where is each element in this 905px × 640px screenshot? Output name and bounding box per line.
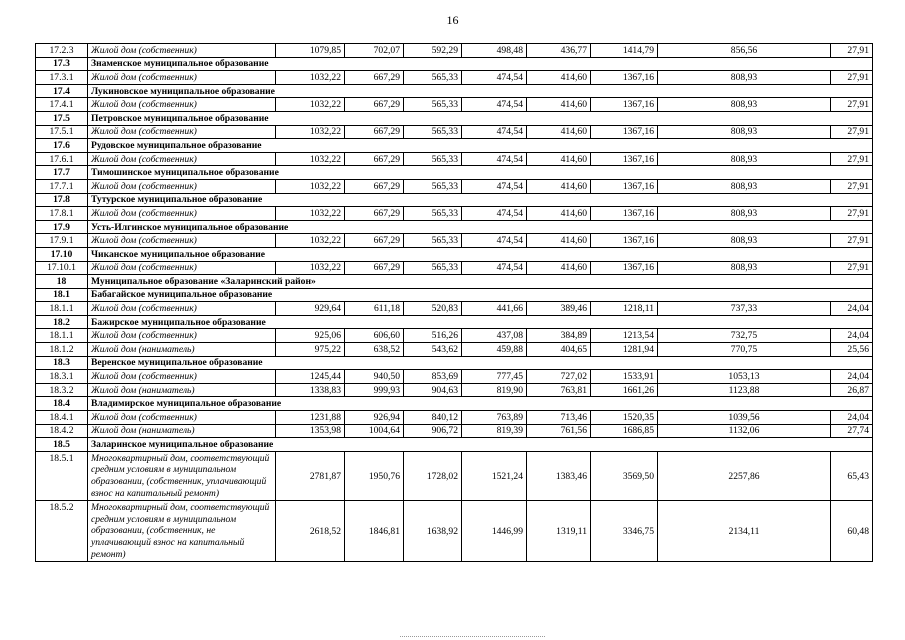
footer-line	[400, 636, 545, 638]
row-number: 17.7.1	[36, 179, 88, 193]
value-cell: 565,33	[404, 125, 462, 139]
row-number: 18.5.1	[36, 451, 88, 500]
section-number: 18.5	[36, 438, 88, 452]
section-row	[36, 193, 873, 207]
value-cell: 808,93	[658, 207, 831, 221]
value-cell: 474,54	[462, 179, 527, 193]
value-cell: 27,91	[831, 152, 873, 166]
table-row	[36, 424, 873, 438]
section-number: 17.4	[36, 84, 88, 98]
row-number: 17.8.1	[36, 207, 88, 221]
value-cell: 1245,44	[276, 370, 345, 384]
value-cell: 3346,75	[591, 501, 658, 562]
value-cell: 437,08	[462, 329, 527, 343]
value-cell: 543,62	[404, 343, 462, 357]
value-cell: 27,74	[831, 424, 873, 438]
value-cell: 904,63	[404, 383, 462, 397]
section-row	[36, 139, 873, 153]
value-cell: 474,54	[462, 71, 527, 85]
value-cell: 667,29	[345, 261, 404, 275]
value-cell: 26,87	[831, 383, 873, 397]
value-cell: 1521,24	[462, 451, 527, 500]
value-cell: 565,33	[404, 261, 462, 275]
section-number: 18.4	[36, 397, 88, 411]
page-number: 16	[446, 13, 459, 27]
section-row	[36, 438, 873, 452]
row-number: 18.3.1	[36, 370, 88, 384]
section-number: 17.9	[36, 220, 88, 234]
value-cell: 27,91	[831, 125, 873, 139]
housing-type: Многоквартирный дом, соответствующий средним условиям в муниципальном образовании, (собственник, уплачивающий взнос на капитальный ремонт)	[88, 451, 276, 500]
table-row	[36, 125, 873, 139]
section-row	[36, 84, 873, 98]
section-number: 17.6	[36, 139, 88, 153]
value-cell: 732,75	[658, 329, 831, 343]
value-cell: 1039,56	[658, 411, 831, 425]
housing-type: Жилой дом (наниматель)	[88, 343, 276, 357]
row-number: 18.1.1	[36, 302, 88, 316]
section-number: 17.7	[36, 166, 88, 180]
housing-type: Жилой дом (собственник)	[88, 207, 276, 221]
value-cell: 414,60	[527, 98, 591, 112]
value-cell: 1319,11	[527, 501, 591, 562]
section-row	[36, 315, 873, 329]
section-title: Петровское муниципальное образование	[88, 111, 873, 125]
value-cell: 474,54	[462, 207, 527, 221]
value-cell: 667,29	[345, 207, 404, 221]
value-cell: 1123,88	[658, 383, 831, 397]
tariff-table	[35, 43, 873, 562]
section-title: Заларинское муниципальное образование	[88, 438, 873, 452]
table-row	[36, 501, 873, 562]
value-cell: 2618,52	[276, 501, 345, 562]
section-title: Рудовское муниципальное образование	[88, 139, 873, 153]
housing-type: Многоквартирный дом, соответствующий средним условиям в муниципальном образовании, (собственник, не уплачивающий взнос на капитальный ремонт)	[88, 501, 276, 562]
section-number: 18.1	[36, 288, 88, 302]
housing-type: Жилой дом (наниматель)	[88, 424, 276, 438]
housing-type: Жилой дом (собственник)	[88, 179, 276, 193]
row-number: 17.9.1	[36, 234, 88, 248]
value-cell: 808,93	[658, 125, 831, 139]
value-cell: 414,60	[527, 179, 591, 193]
value-cell: 27,91	[831, 234, 873, 248]
row-number: 17.5.1	[36, 125, 88, 139]
section-number: 17.10	[36, 247, 88, 261]
value-cell: 667,29	[345, 71, 404, 85]
value-cell: 1032,22	[276, 179, 345, 193]
value-cell: 1053,13	[658, 370, 831, 384]
section-title: Тимошинское муниципальное образование	[88, 166, 873, 180]
value-cell: 1032,22	[276, 125, 345, 139]
value-cell: 1846,81	[345, 501, 404, 562]
value-cell: 638,52	[345, 343, 404, 357]
value-cell: 1414,79	[591, 44, 658, 58]
value-cell: 27,91	[831, 207, 873, 221]
value-cell: 667,29	[345, 179, 404, 193]
table-row	[36, 71, 873, 85]
section-row	[36, 57, 873, 71]
value-cell: 1353,98	[276, 424, 345, 438]
value-cell: 441,66	[462, 302, 527, 316]
section-title: Тутурское муниципальное образование	[88, 193, 873, 207]
value-cell: 474,54	[462, 152, 527, 166]
value-cell: 929,64	[276, 302, 345, 316]
value-cell: 414,60	[527, 71, 591, 85]
value-cell: 940,50	[345, 370, 404, 384]
value-cell: 1367,16	[591, 125, 658, 139]
housing-type: Жилой дом (собственник)	[88, 44, 276, 58]
value-cell: 27,91	[831, 44, 873, 58]
value-cell: 1383,46	[527, 451, 591, 500]
value-cell: 414,60	[527, 152, 591, 166]
section-row	[36, 220, 873, 234]
value-cell: 414,60	[527, 234, 591, 248]
value-cell: 592,29	[404, 44, 462, 58]
value-cell: 384,89	[527, 329, 591, 343]
value-cell: 414,60	[527, 207, 591, 221]
value-cell: 27,91	[831, 71, 873, 85]
housing-type: Жилой дом (собственник)	[88, 302, 276, 316]
section-title: Владимирское муниципальное образование	[88, 397, 873, 411]
value-cell: 1132,06	[658, 424, 831, 438]
value-cell: 25,56	[831, 343, 873, 357]
housing-type: Жилой дом (собственник)	[88, 125, 276, 139]
value-cell: 474,54	[462, 98, 527, 112]
value-cell: 777,45	[462, 370, 527, 384]
value-cell: 1032,22	[276, 234, 345, 248]
section-number: 17.3	[36, 57, 88, 71]
value-cell: 565,33	[404, 234, 462, 248]
table-row	[36, 370, 873, 384]
row-number: 17.4.1	[36, 98, 88, 112]
section-title: Муниципальное образование «Заларинский район»	[88, 275, 873, 289]
row-number: 18.4.1	[36, 411, 88, 425]
value-cell: 1231,88	[276, 411, 345, 425]
section-row	[36, 288, 873, 302]
row-number: 18.1.2	[36, 343, 88, 357]
housing-type: Жилой дом (собственник)	[88, 411, 276, 425]
table-row	[36, 383, 873, 397]
value-cell: 906,72	[404, 424, 462, 438]
value-cell: 565,33	[404, 98, 462, 112]
value-cell: 60,48	[831, 501, 873, 562]
value-cell: 1281,94	[591, 343, 658, 357]
value-cell: 24,04	[831, 329, 873, 343]
value-cell: 1446,99	[462, 501, 527, 562]
section-row	[36, 111, 873, 125]
value-cell: 1367,16	[591, 261, 658, 275]
row-number: 18.1.1	[36, 329, 88, 343]
value-cell: 24,04	[831, 302, 873, 316]
value-cell: 667,29	[345, 98, 404, 112]
value-cell: 1533,91	[591, 370, 658, 384]
value-cell: 1520,35	[591, 411, 658, 425]
section-number: 17.5	[36, 111, 88, 125]
row-number: 17.2.3	[36, 44, 88, 58]
value-cell: 1032,22	[276, 261, 345, 275]
value-cell: 3569,50	[591, 451, 658, 500]
value-cell: 808,93	[658, 71, 831, 85]
value-cell: 737,33	[658, 302, 831, 316]
value-cell: 808,93	[658, 179, 831, 193]
value-cell: 606,60	[345, 329, 404, 343]
table-row	[36, 44, 873, 58]
row-number: 17.10.1	[36, 261, 88, 275]
value-cell: 27,91	[831, 261, 873, 275]
row-number: 18.3.2	[36, 383, 88, 397]
value-cell: 565,33	[404, 152, 462, 166]
value-cell: 1728,02	[404, 451, 462, 500]
table-row	[36, 207, 873, 221]
value-cell: 65,43	[831, 451, 873, 500]
value-cell: 1367,16	[591, 71, 658, 85]
value-cell: 763,89	[462, 411, 527, 425]
table-row	[36, 98, 873, 112]
value-cell: 474,54	[462, 261, 527, 275]
row-number: 17.3.1	[36, 71, 88, 85]
value-cell: 925,06	[276, 329, 345, 343]
value-cell: 1661,26	[591, 383, 658, 397]
value-cell: 1367,16	[591, 234, 658, 248]
value-cell: 1032,22	[276, 71, 345, 85]
value-cell: 498,48	[462, 44, 527, 58]
value-cell: 1338,83	[276, 383, 345, 397]
value-cell: 999,93	[345, 383, 404, 397]
section-number: 18	[36, 275, 88, 289]
value-cell: 1032,22	[276, 98, 345, 112]
section-title: Усть-Илгинское муниципальное образование	[88, 220, 873, 234]
table-row	[36, 451, 873, 500]
housing-type: Жилой дом (собственник)	[88, 71, 276, 85]
housing-type: Жилой дом (собственник)	[88, 329, 276, 343]
value-cell: 727,02	[527, 370, 591, 384]
value-cell: 611,18	[345, 302, 404, 316]
value-cell: 24,04	[831, 411, 873, 425]
value-cell: 414,60	[527, 261, 591, 275]
value-cell: 2781,87	[276, 451, 345, 500]
housing-type: Жилой дом (собственник)	[88, 98, 276, 112]
value-cell: 1686,85	[591, 424, 658, 438]
value-cell: 853,69	[404, 370, 462, 384]
value-cell: 565,33	[404, 207, 462, 221]
value-cell: 713,46	[527, 411, 591, 425]
value-cell: 702,07	[345, 44, 404, 58]
value-cell: 1213,54	[591, 329, 658, 343]
value-cell: 761,56	[527, 424, 591, 438]
section-row	[36, 166, 873, 180]
section-number: 18.2	[36, 315, 88, 329]
table-row	[36, 302, 873, 316]
value-cell: 565,33	[404, 71, 462, 85]
section-row	[36, 247, 873, 261]
value-cell: 2257,86	[658, 451, 831, 500]
section-number: 18.3	[36, 356, 88, 370]
section-row	[36, 275, 873, 289]
value-cell: 808,93	[658, 152, 831, 166]
section-title: Лукиновское муниципальное образование	[88, 84, 873, 98]
value-cell: 1004,64	[345, 424, 404, 438]
housing-type: Жилой дом (наниматель)	[88, 383, 276, 397]
housing-type: Жилой дом (собственник)	[88, 152, 276, 166]
value-cell: 565,33	[404, 179, 462, 193]
section-title: Чиканское муниципальное образование	[88, 247, 873, 261]
value-cell: 1638,92	[404, 501, 462, 562]
value-cell: 474,54	[462, 125, 527, 139]
value-cell: 808,93	[658, 234, 831, 248]
section-title: Знаменское муниципальное образование	[88, 57, 873, 71]
value-cell: 520,83	[404, 302, 462, 316]
value-cell: 808,93	[658, 261, 831, 275]
value-cell: 770,75	[658, 343, 831, 357]
value-cell: 1367,16	[591, 152, 658, 166]
value-cell: 819,39	[462, 424, 527, 438]
section-title: Бажирское муниципальное образование	[88, 315, 873, 329]
value-cell: 1032,22	[276, 152, 345, 166]
value-cell: 926,94	[345, 411, 404, 425]
housing-type: Жилой дом (собственник)	[88, 234, 276, 248]
value-cell: 474,54	[462, 234, 527, 248]
value-cell: 516,26	[404, 329, 462, 343]
row-number: 18.4.2	[36, 424, 88, 438]
value-cell: 840,12	[404, 411, 462, 425]
table-row	[36, 411, 873, 425]
value-cell: 459,88	[462, 343, 527, 357]
value-cell: 667,29	[345, 152, 404, 166]
value-cell: 1367,16	[591, 179, 658, 193]
section-row	[36, 356, 873, 370]
table-row	[36, 234, 873, 248]
value-cell: 667,29	[345, 234, 404, 248]
value-cell: 1032,22	[276, 207, 345, 221]
value-cell: 1218,11	[591, 302, 658, 316]
table-row	[36, 329, 873, 343]
value-cell: 1367,16	[591, 207, 658, 221]
table-row	[36, 261, 873, 275]
housing-type: Жилой дом (собственник)	[88, 370, 276, 384]
section-title: Бабагайское муниципальное образование	[88, 288, 873, 302]
row-number: 18.5.2	[36, 501, 88, 562]
section-number: 17.8	[36, 193, 88, 207]
section-row	[36, 397, 873, 411]
section-title: Веренское муниципальное образование	[88, 356, 873, 370]
value-cell: 667,29	[345, 125, 404, 139]
value-cell: 2134,11	[658, 501, 831, 562]
table-row	[36, 179, 873, 193]
value-cell: 808,93	[658, 98, 831, 112]
row-number: 17.6.1	[36, 152, 88, 166]
value-cell: 975,22	[276, 343, 345, 357]
value-cell: 404,65	[527, 343, 591, 357]
value-cell: 27,91	[831, 179, 873, 193]
housing-type: Жилой дом (собственник)	[88, 261, 276, 275]
value-cell: 1367,16	[591, 98, 658, 112]
value-cell: 1950,76	[345, 451, 404, 500]
value-cell: 1079,85	[276, 44, 345, 58]
value-cell: 856,56	[658, 44, 831, 58]
value-cell: 414,60	[527, 125, 591, 139]
table-row	[36, 152, 873, 166]
value-cell: 763,81	[527, 383, 591, 397]
value-cell: 24,04	[831, 370, 873, 384]
value-cell: 819,90	[462, 383, 527, 397]
value-cell: 389,46	[527, 302, 591, 316]
value-cell: 436,77	[527, 44, 591, 58]
table-row	[36, 343, 873, 357]
value-cell: 27,91	[831, 98, 873, 112]
